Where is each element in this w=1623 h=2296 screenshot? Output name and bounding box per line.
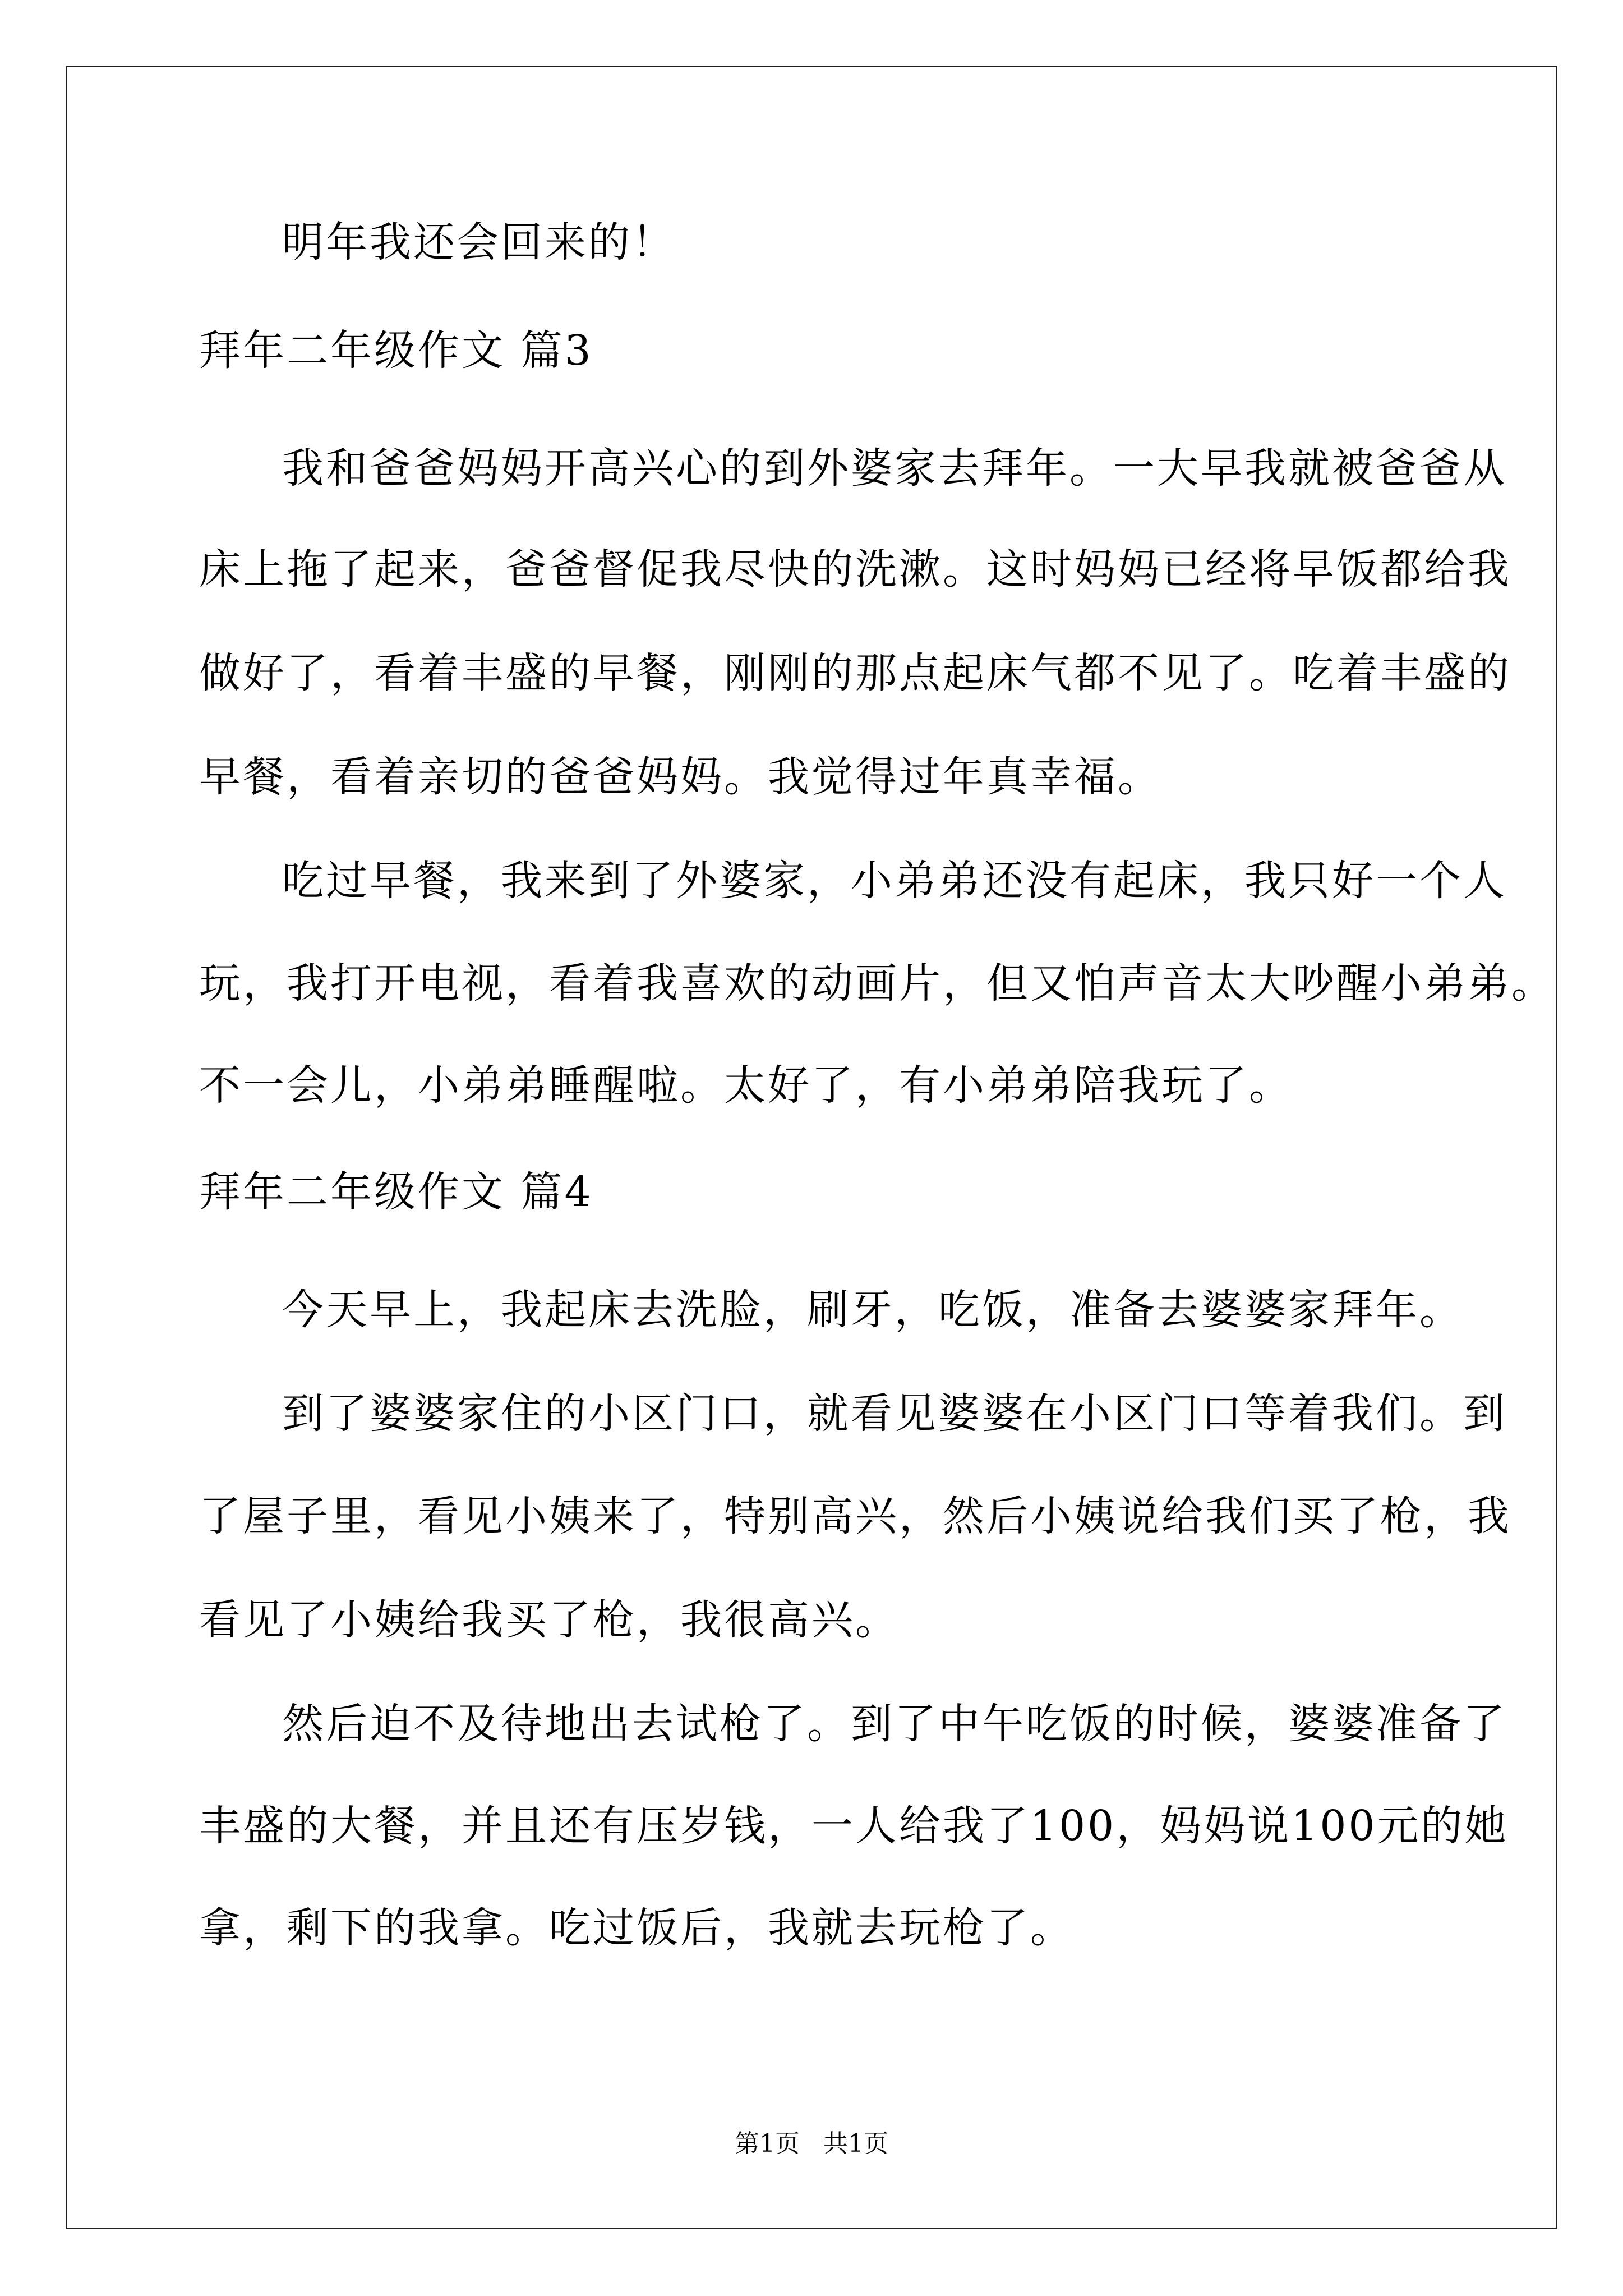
page-number: 第1页 [735,2129,800,2158]
paragraph-line: 看见了小姨给我买了枪，我很高兴。 [199,1596,899,1644]
paragraph-line: 做好了，看着丰盛的早餐，刚刚的那点起床气都不见了。吃着丰盛的 [199,649,1511,697]
paragraph-line: 明年我还会回来的！ [282,218,676,266]
paragraph-line: 我和爸爸妈妈开高兴心的到外婆家去拜年。一大早我就被爸爸从 [282,444,1507,493]
section-heading: 拜年二年级作文 篇4 [199,1168,593,1216]
paragraph-line: 到了婆婆家住的小区门口，就看见婆婆在小区门口等着我们。到 [282,1389,1507,1438]
page-total: 共1页 [823,2129,888,2158]
paragraph-line: 了屋子里，看见小姨来了，特别高兴，然后小姨说给我们买了枪，我 [199,1492,1511,1540]
paragraph-line: 玩，我打开电视，看着我喜欢的动画片，但又怕声音太大吵醒小弟弟。 [199,959,1555,1007]
paragraph-line: 床上拖了起来，爸爸督促我尽快的洗漱。这时妈妈已经将早饭都给我 [199,545,1511,593]
paragraph-line: 今天早上，我起床去洗脸，刷牙，吃饭，准备去婆婆家拜年。 [282,1286,1463,1334]
paragraph-line: 拿，剩下的我拿。吃过饭后，我就去玩枪了。 [199,1904,1074,1952]
paragraph-line: 早餐，看着亲切的爸爸妈妈。我觉得过年真幸福。 [199,753,1161,801]
paragraph-line: 然后迫不及待地出去试枪了。到了中午吃饭的时候，婆婆准备了 [282,1700,1507,1748]
paragraph-line: 丰盛的大餐，并且还有压岁钱，一人给我了100，妈妈说100元的她 [199,1802,1509,1850]
paragraph-line: 吃过早餐，我来到了外婆家，小弟弟还没有起床，我只好一个人 [282,857,1507,905]
section-heading: 拜年二年级作文 篇3 [199,326,593,375]
paragraph-line: 不一会儿，小弟弟睡醒啦。太好了，有小弟弟陪我玩了。 [199,1061,1293,1110]
page-footer [0,2129,1623,2158]
